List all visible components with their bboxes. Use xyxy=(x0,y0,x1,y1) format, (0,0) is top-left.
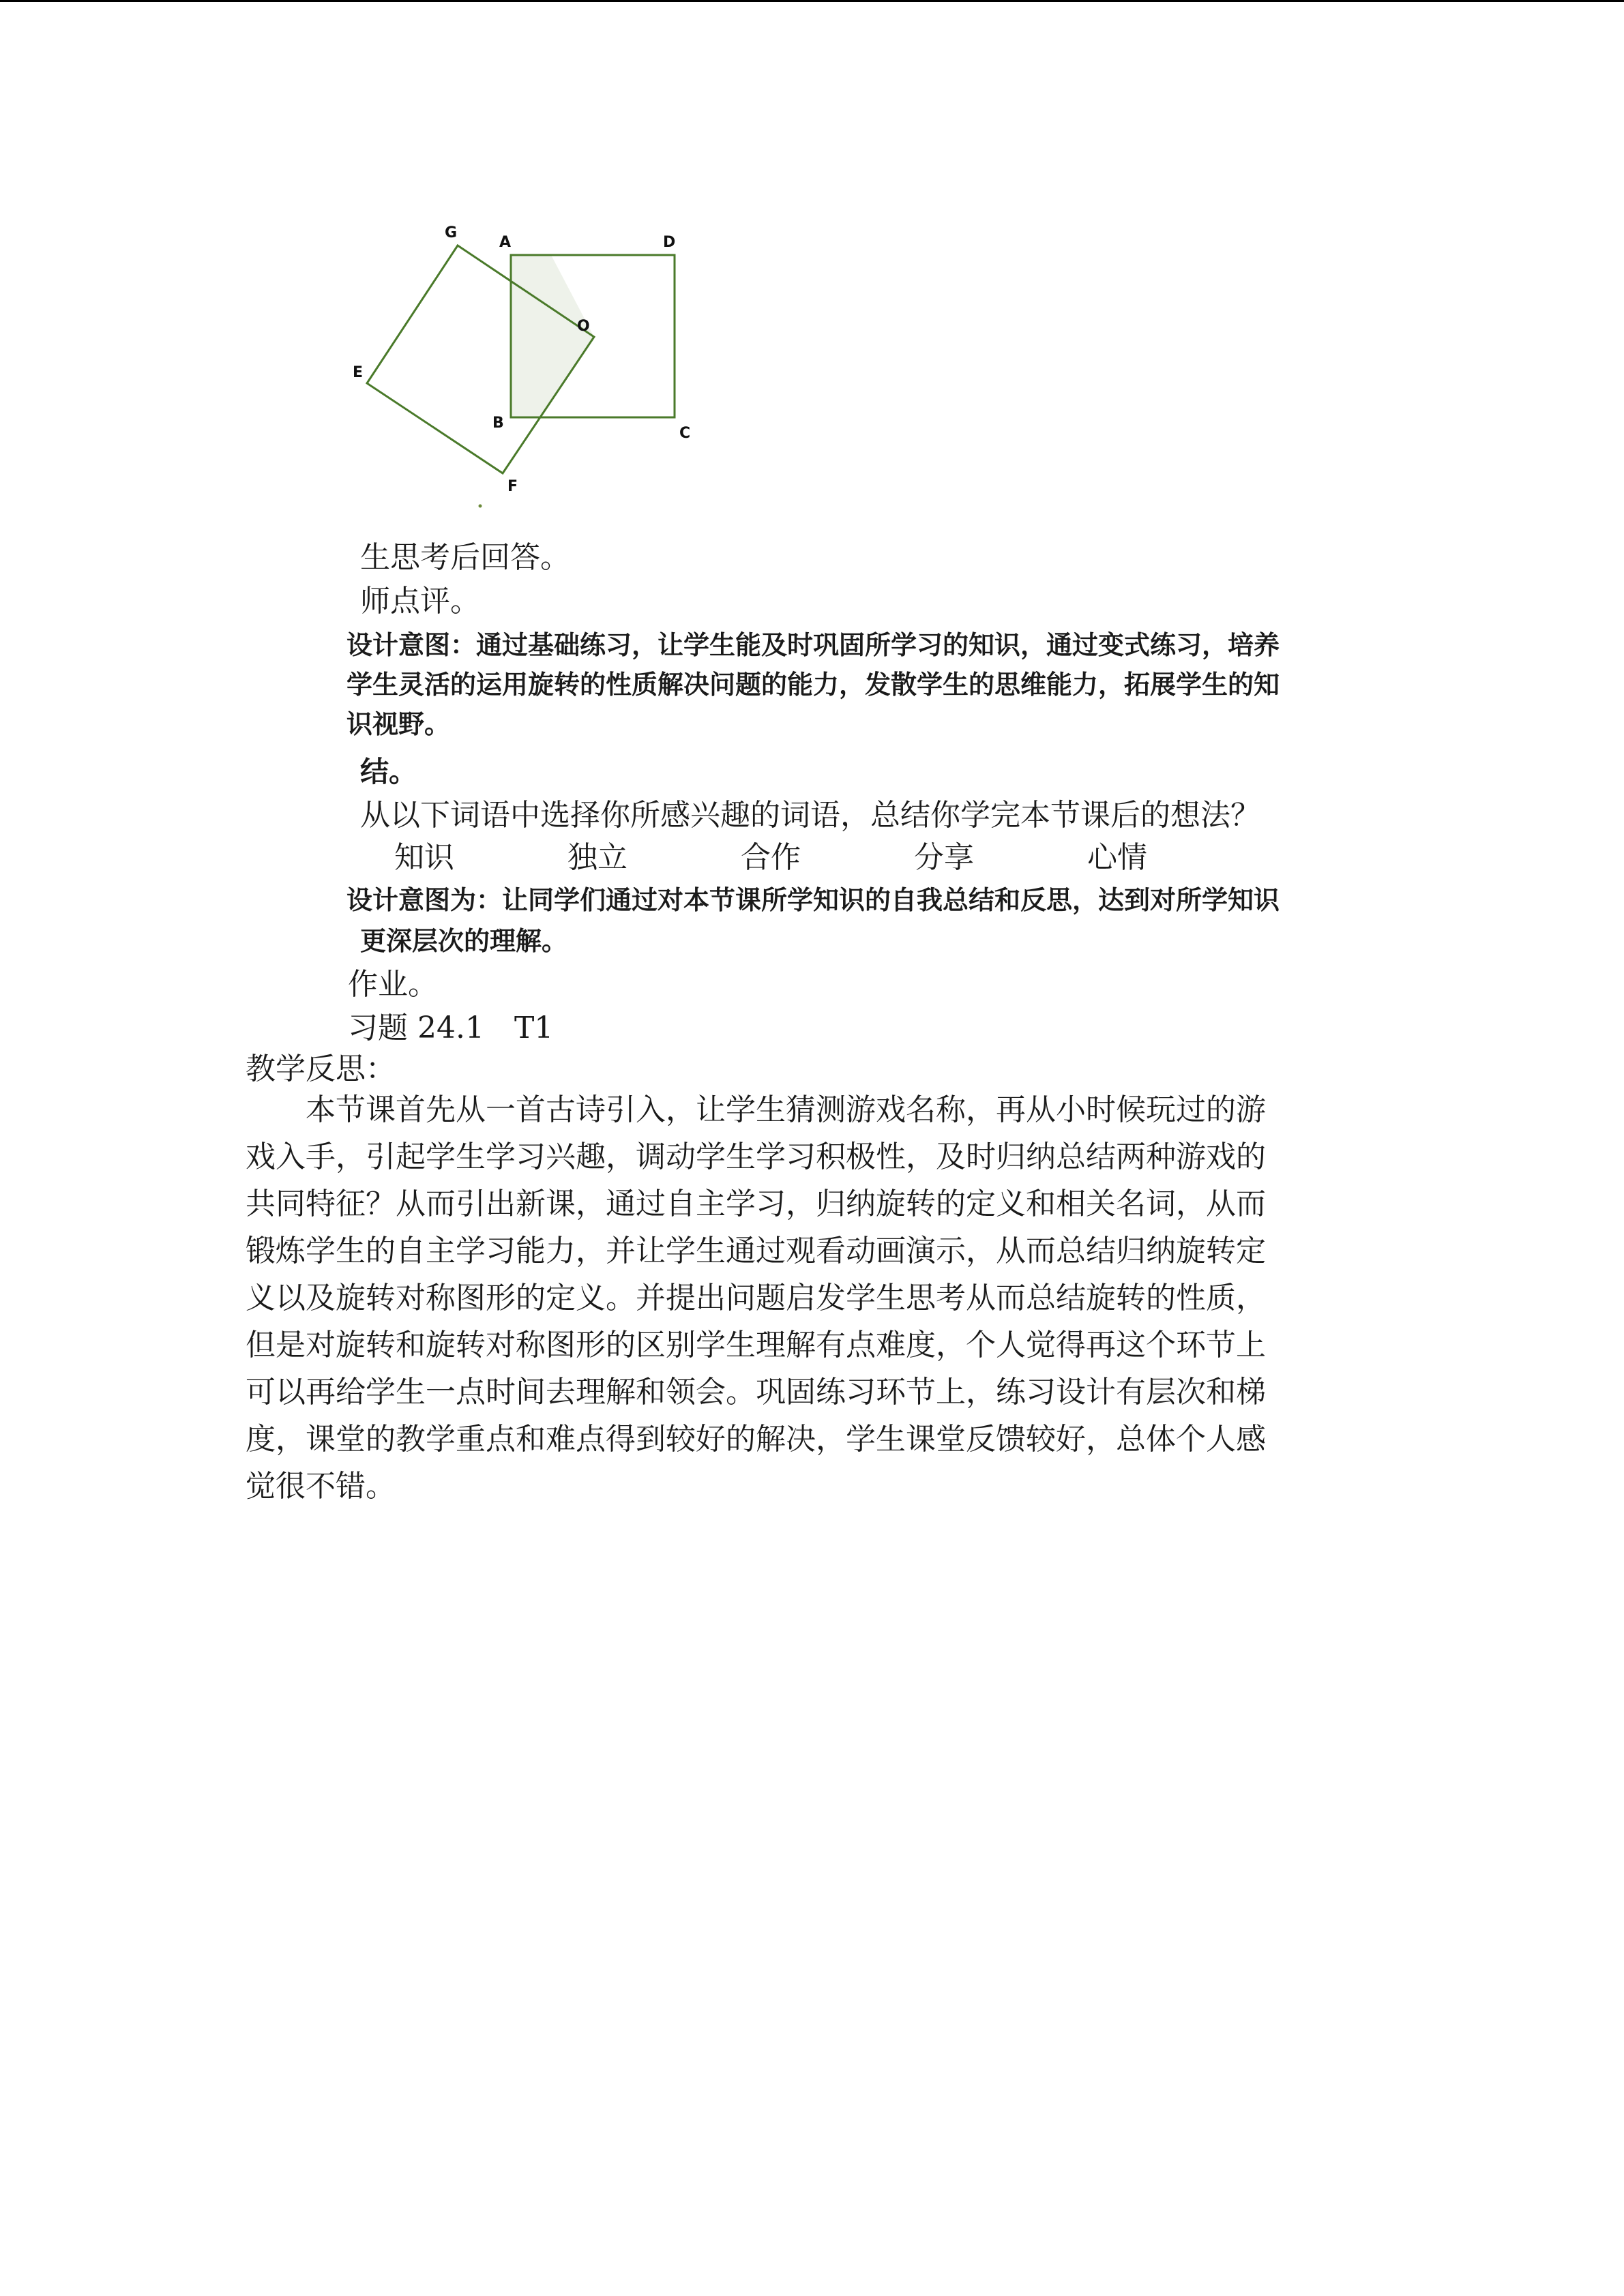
reflection-line: 可以再给学生一点时间去理解和领会。巩固练习环节上，练习设计有层次和梯 xyxy=(246,1375,1266,1410)
homework-item: 习题 24.1 T1 xyxy=(348,1011,554,1045)
reflection-line: 但是对旋转和旋转对称图形的区别学生理解有点难度，个人觉得再这个环节上 xyxy=(246,1328,1266,1362)
rotation-figure xyxy=(341,211,723,518)
label-c: C xyxy=(679,425,691,442)
reflection-line: 义以及旋转对称图形的定义。并提出问题启发学生思考从而总结旋转的性质， xyxy=(246,1281,1266,1315)
label-d: D xyxy=(663,234,676,251)
reflection-line: 觉很不错。 xyxy=(246,1469,396,1504)
label-b: B xyxy=(492,415,504,432)
label-g: G xyxy=(445,224,458,241)
summary-prompt: 从以下词语中选择你所感兴趣的词语，总结你学完本节课后的想法？ xyxy=(360,798,1260,833)
homework-heading: 作业。 xyxy=(348,967,438,1002)
word-option: 心情 xyxy=(1087,840,1147,875)
summary-heading: 结。 xyxy=(360,755,418,788)
reflection-line: 共同特征？从而引出新课，通过自主学习，归纳旋转的定义和相关名词，从而 xyxy=(246,1187,1266,1221)
design-intent-1-line-2: 学生灵活的运用旋转的性质解决问题的能力，发散学生的思维能力，拓展学生的知 xyxy=(346,670,1280,700)
reflection-line: 锻炼学生的自主学习能力，并让学生通过观看动画演示，从而总结归纳旋转定 xyxy=(246,1234,1266,1268)
design-intent-1-line-3: 识视野。 xyxy=(346,709,451,739)
label-e: E xyxy=(353,364,364,381)
label-f: F xyxy=(507,478,518,495)
label-o: O xyxy=(577,318,590,335)
design-intent-1-line-1: 设计意图：通过基础练习，让学生能及时巩固所学习的知识，通过变式练习，培养 xyxy=(346,630,1280,660)
reflection-line: 度，课堂的教学重点和难点得到较好的解决，学生课堂反馈较好，总体个人感 xyxy=(246,1422,1266,1457)
small-dot xyxy=(479,505,482,508)
reflection-line: 戏入手，引起学生学习兴趣，调动学生学习积极性，及时归纳总结两种游戏的 xyxy=(246,1139,1266,1174)
design-intent-2-line-1: 设计意图为：让同学们通过对本节课所学知识的自我总结和反思，达到对所学知识 xyxy=(346,885,1280,915)
word-option: 合作 xyxy=(741,840,801,875)
overlap-region xyxy=(511,255,594,417)
answer-line: 生思考后回答。 xyxy=(360,540,570,575)
reflection-paragraph xyxy=(246,1086,1364,1510)
reflection-heading: 教学反思： xyxy=(246,1052,396,1086)
word-option: 知识 xyxy=(394,840,454,875)
label-a: A xyxy=(499,234,512,251)
word-option: 分享 xyxy=(914,840,974,875)
reflection-line: 本节课首先从一首古诗引入，让学生猜测游戏名称，再从小时候玩过的游 xyxy=(246,1092,1266,1127)
comment-line: 师点评。 xyxy=(360,584,480,618)
word-option: 独立 xyxy=(567,840,628,875)
top-border xyxy=(0,0,1624,2)
word-options xyxy=(394,837,1169,878)
design-intent-2-line-2: 更深层次的理解。 xyxy=(360,926,568,956)
